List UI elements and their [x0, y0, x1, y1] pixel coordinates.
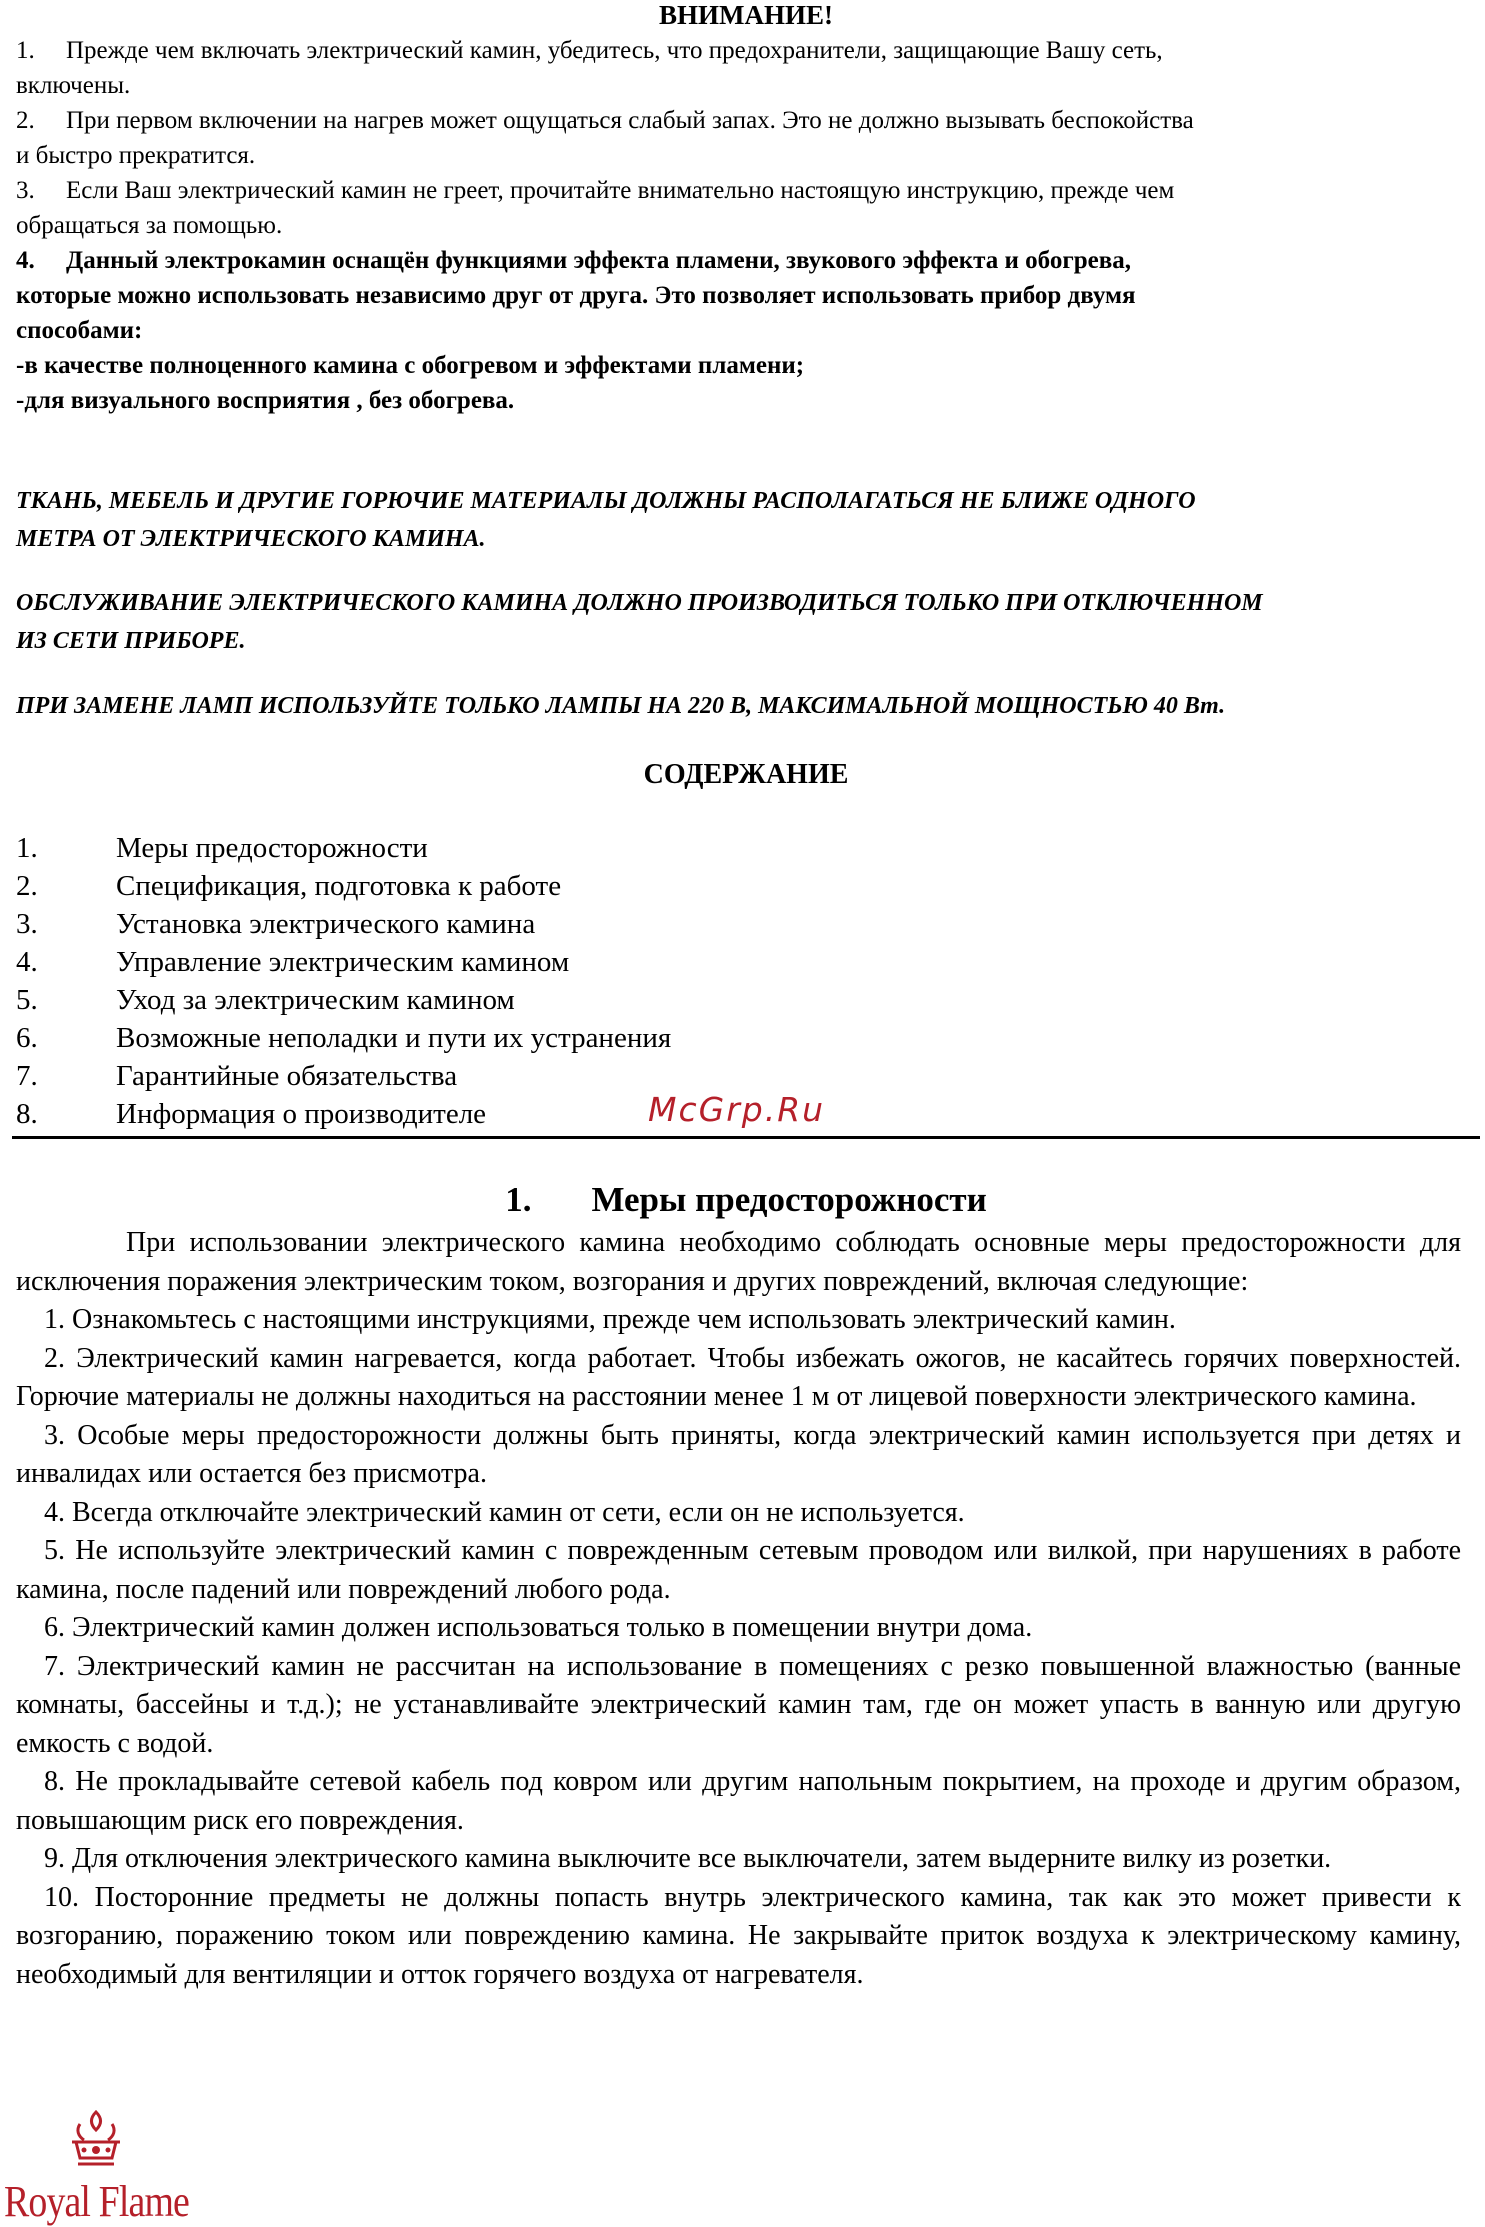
- toc-item: 8. Информация о производителе: [16, 1098, 487, 1130]
- precaution-item: 10. Посторонние предметы не должны попасть внутрь электрического камина, так как это может привести к возгоранию, поражению током или повреждению камина. Не закрывайте приток воздуха к электрическому камину, необходимый для вентиляции и отток горячего воздуха от нагревателя.: [16, 1881, 1461, 1990]
- section-1-intro: При использовании электрического камина необходимо соблюдать основные меры предосторожности для исключения поражения электрическим током, возгорания и других повреждений, включая следующие:: [16, 1227, 1461, 1297]
- section-1-body: [16, 1224, 1461, 1994]
- precaution-item: 2. Электрический камин нагревается, когда работает. Чтобы избежать ожогов, не касайтесь горячих поверхностей. Горючие материалы не должны находиться на расстоянии менее 1 м от лицевой поверхности электрического камина.: [16, 1342, 1461, 1412]
- precaution-item: 7. Электрический камин не рассчитан на использование в помещениях с резко повышенной влажностью (ванные комнаты, бассейны и т.д.); не устанавливайте электрический камин там, где он может упасть в ванную или другую емкость с водой.: [16, 1650, 1461, 1759]
- warning-3: ПРИ ЗАМЕНЕ ЛАМП ИСПОЛЬЗУЙТЕ ТОЛЬКО ЛАМПЫ НА 220 В, МАКСИМАЛЬНОЙ МОЩНОСТЬЮ 40 Вт.: [16, 693, 1226, 719]
- crown-icon: [66, 2108, 126, 2174]
- attention-item-2: 2. При первом включении на нагрев может ощущаться слабый запах. Это не должно вызывать беспокойства: [16, 107, 1194, 134]
- toc-list: [16, 829, 916, 1133]
- toc-item: 7. Гарантийные обязательства: [16, 1060, 458, 1092]
- toc-item: 3. Установка электрического камина: [16, 908, 536, 940]
- attention-item-1-cont: включены.: [16, 72, 131, 99]
- logo-text: Royal Flame: [4, 2177, 189, 2226]
- attention-title: ВНИМАНИЕ!: [659, 0, 833, 30]
- attention-list: [16, 33, 1476, 418]
- precaution-item: 1. Ознакомьтесь с настоящими инструкциями, прежде чем использовать электрический камин.: [44, 1304, 1176, 1335]
- precaution-item: 5. Не используйте электрический камин с поврежденным сетевым проводом или вилкой, при нарушениях в работе камина, после падений или повреждений любого рода.: [16, 1535, 1461, 1605]
- attention-item-4: 4. Данный электрокамин оснащён функциями эффекта пламени, звукового эффекта и обогрева,: [16, 247, 1131, 274]
- attention-item-2-cont: и быстро прекратится.: [16, 142, 256, 169]
- precaution-item: 6. Электрический камин должен использоваться только в помещении внутри дома.: [44, 1612, 1033, 1643]
- warning-2: ОБСЛУЖИВАНИЕ ЭЛЕКТРИЧЕСКОГО КАМИНА ДОЛЖНО ПРОИЗВОДИТЬСЯ ТОЛЬКО ПРИ ОТКЛЮЧЕННОМ ИЗ СЕТИ ПРИБОРЕ.: [16, 590, 1263, 654]
- toc-title: СОДЕРЖАНИЕ: [643, 759, 849, 790]
- precaution-item: 9. Для отключения электрического камина выключите все выключатели, затем выдерните вилку из розетки.: [44, 1843, 1332, 1874]
- attention-item-1: 1. Прежде чем включать электрический камин, убедитесь, что предохранители, защищающие Вашу сеть,: [16, 37, 1163, 64]
- attention-item-3: 3. Если Ваш электрический камин не греет, прочитайте внимательно настоящую инструкцию, прежде чем: [16, 177, 1175, 204]
- attention-item-4-line2: которые можно использовать независимо друг от друга. Это позволяет использовать прибор двумя: [16, 282, 1136, 309]
- toc-item: 6. Возможные неполадки и пути их устранения: [16, 1022, 672, 1054]
- attention-item-3-cont: обращаться за помощью.: [16, 212, 283, 239]
- royal-flame-logo: [4, 2108, 194, 2226]
- precaution-item: 8. Не прокладывайте сетевой кабель под ковром или другим напольным покрытием, на проходе и другим образом, повышающим риск его повреждения.: [16, 1766, 1461, 1836]
- attention-item-4-line3: способами:: [16, 317, 143, 344]
- toc-item: 1. Меры предосторожности: [16, 832, 428, 864]
- attention-item-4-line5: -для визуального восприятия , без обогрева.: [16, 387, 515, 414]
- attention-item-4-line4: -в качестве полноценного камина с обогревом и эффектами пламени;: [16, 352, 805, 379]
- watermark: McGrp.Ru: [648, 1090, 826, 1129]
- section-divider: [12, 1136, 1480, 1139]
- toc-item: 2. Спецификация, подготовка к работе: [16, 870, 562, 902]
- precaution-item: 4. Всегда отключайте электрический камин от сети, если он не используется.: [44, 1496, 965, 1528]
- precaution-item: 3. Особые меры предосторожности должны быть приняты, когда электрический камин используется при детях и инвалидах или остается без присмотра.: [16, 1419, 1461, 1489]
- warning-1: ТКАНЬ, МЕБЕЛЬ И ДРУГИЕ ГОРЮЧИЕ МАТЕРИАЛЫ ДОЛЖНЫ РАСПОЛАГАТЬСЯ НЕ БЛИЖЕ ОДНОГО МЕТРА ОТ ЭЛЕКТРИЧЕСКОГО КАМИНА.: [16, 488, 1196, 552]
- section-1-title: 1. Меры предосторожности: [505, 1180, 987, 1219]
- toc-item: 4. Управление электрическим камином: [16, 946, 570, 978]
- toc-item: 5. Уход за электрическим камином: [16, 984, 515, 1016]
